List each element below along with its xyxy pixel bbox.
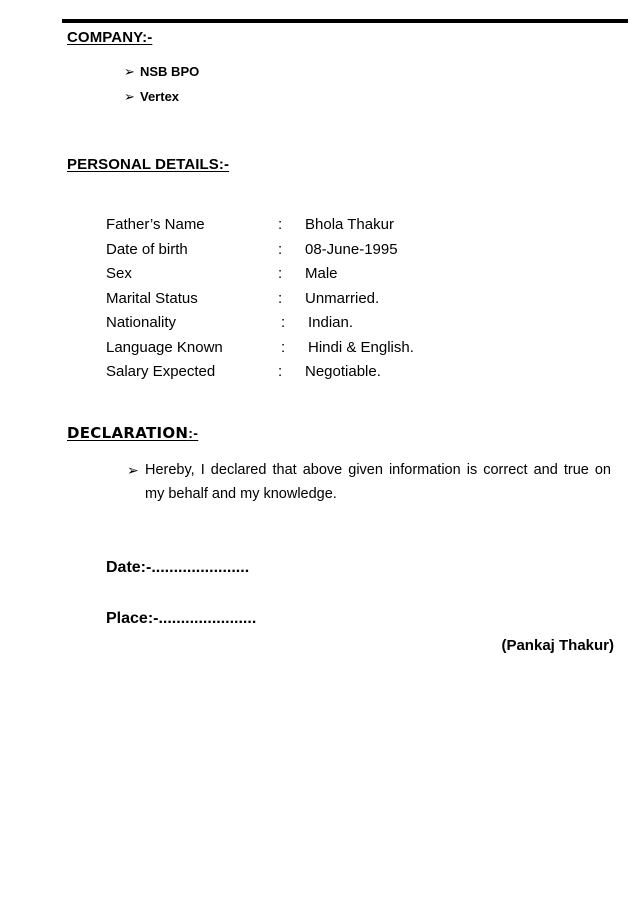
detail-value: Indian. (308, 314, 354, 331)
declaration-text: Hereby, I declared that above given information is correct and true on my behalf and my knowledge. (145, 462, 611, 502)
detail-separator: : (281, 338, 286, 356)
detail-value: Hindi & English. (308, 338, 414, 356)
detail-value: Negotiable. (305, 363, 381, 380)
company-name: NSB BPO (140, 64, 200, 79)
company-name: Vertex (140, 89, 180, 104)
detail-label: Salary Expected (106, 363, 216, 380)
detail-label: Date of birth (106, 240, 188, 258)
detail-value: 08-June-1995 (305, 240, 398, 258)
signature-name: (Pankaj Thakur) (501, 637, 614, 654)
detail-separator: : (278, 363, 283, 380)
detail-separator: : (278, 216, 283, 233)
personal-details-heading: PERSONAL DETAILS:- (67, 156, 230, 173)
declaration-heading (67, 424, 198, 442)
detail-label: Father’s Name (106, 216, 205, 233)
detail-label: Nationality (106, 314, 177, 331)
detail-separator: : (278, 240, 283, 258)
arrow-bullet-icon: ➢ (124, 64, 135, 79)
detail-label: Marital Status (106, 289, 198, 307)
declaration-statement (127, 458, 614, 506)
company-list (124, 63, 199, 113)
detail-label: Sex (106, 265, 132, 282)
detail-value: Bhola Thakur (305, 216, 394, 233)
detail-value: Unmarried. (305, 289, 380, 307)
detail-separator: : (278, 289, 283, 307)
company-heading: COMPANY:- (67, 29, 153, 46)
arrow-bullet-icon: ➢ (127, 462, 139, 478)
declaration-heading-text: DECLARATION (67, 424, 189, 442)
place-line: Place:-...................... (106, 610, 257, 627)
top-divider (62, 19, 628, 23)
date-line: Date:-...................... (106, 559, 250, 576)
detail-separator: : (281, 314, 286, 331)
detail-separator: : (278, 265, 283, 282)
detail-value: Male (305, 265, 338, 282)
company-item (124, 63, 199, 88)
arrow-bullet-icon: ➢ (124, 89, 135, 104)
detail-label: Language Known (106, 338, 223, 356)
company-item (124, 88, 199, 113)
declaration-heading-suffix: :- (188, 425, 199, 441)
